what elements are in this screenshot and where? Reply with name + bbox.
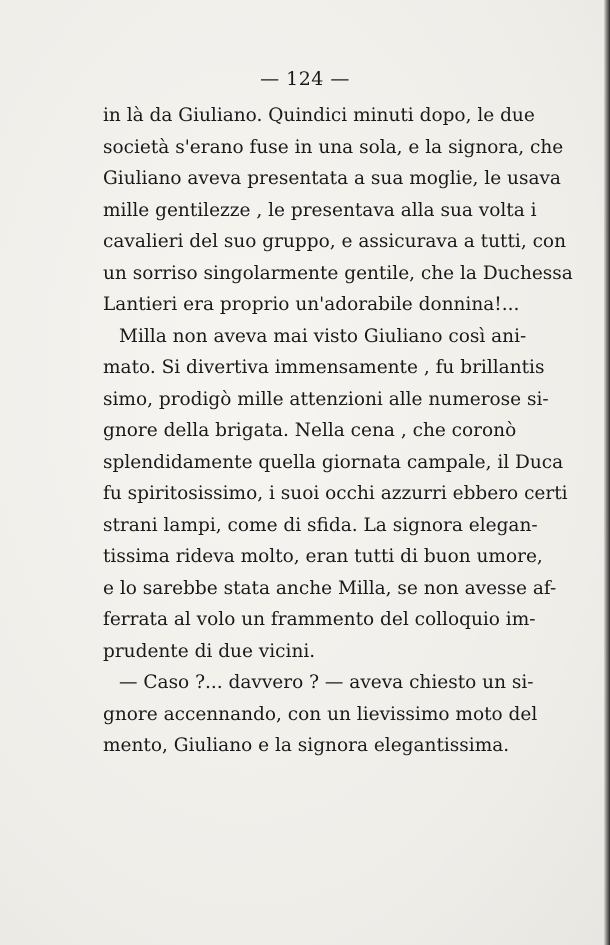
text-line: Giuliano aveva presentata a sua moglie, le usava bbox=[103, 168, 561, 189]
text-line: ferrata al volo un frammento del colloquio im- bbox=[103, 609, 536, 630]
text-line: fu spiritosissimo, i suoi occhi azzurri ebbero certi bbox=[103, 483, 568, 504]
text-line: tissima rideva molto, eran tutti di buon umore, bbox=[103, 546, 543, 567]
text-line: mento, Giuliano e la signora elegantissima. bbox=[103, 735, 510, 756]
text-line: in là da Giuliano. Quindici minuti dopo, le due bbox=[103, 105, 535, 126]
text-line: gnore accennando, con un lievissimo moto del bbox=[103, 703, 538, 725]
text-line: Milla non aveva mai visto Giuliano così ani- bbox=[119, 325, 527, 347]
page-number: — 124 — bbox=[260, 68, 350, 90]
text-line: simo, prodigò mille attenzioni alle numerose si- bbox=[103, 388, 549, 410]
page-edge-shadow bbox=[604, 0, 610, 945]
text-line: cavalieri del suo gruppo, e assicurava a tutti, con bbox=[103, 231, 566, 252]
text-line: mille gentilezze , le presentava alla sua volta i bbox=[103, 199, 537, 221]
text-line: gnore della brigata. Nella cena , che coronò bbox=[103, 420, 517, 441]
text-line: società s'erano fuse in una sola, e la signora, che bbox=[103, 136, 564, 158]
text-line: mato. Si divertiva immensamente , fu brillantis bbox=[103, 357, 545, 378]
body-text bbox=[103, 100, 573, 762]
text-line: strani lampi, come di sfida. La signora elegan- bbox=[103, 514, 538, 536]
text-line: e lo sarebbe stata anche Milla, se non avesse af- bbox=[103, 577, 557, 599]
text-line: splendidamente quella giornata campale, il Duca bbox=[103, 451, 564, 473]
text-line: — Caso ?... davvero ? — aveva chiesto un si- bbox=[119, 672, 534, 693]
text-line: Lantieri era proprio un'adorabile donnina!... bbox=[103, 294, 520, 315]
text-line: prudente di due vicini. bbox=[103, 640, 316, 662]
text-line: un sorriso singolarmente gentile, che la Duchessa bbox=[103, 262, 573, 284]
